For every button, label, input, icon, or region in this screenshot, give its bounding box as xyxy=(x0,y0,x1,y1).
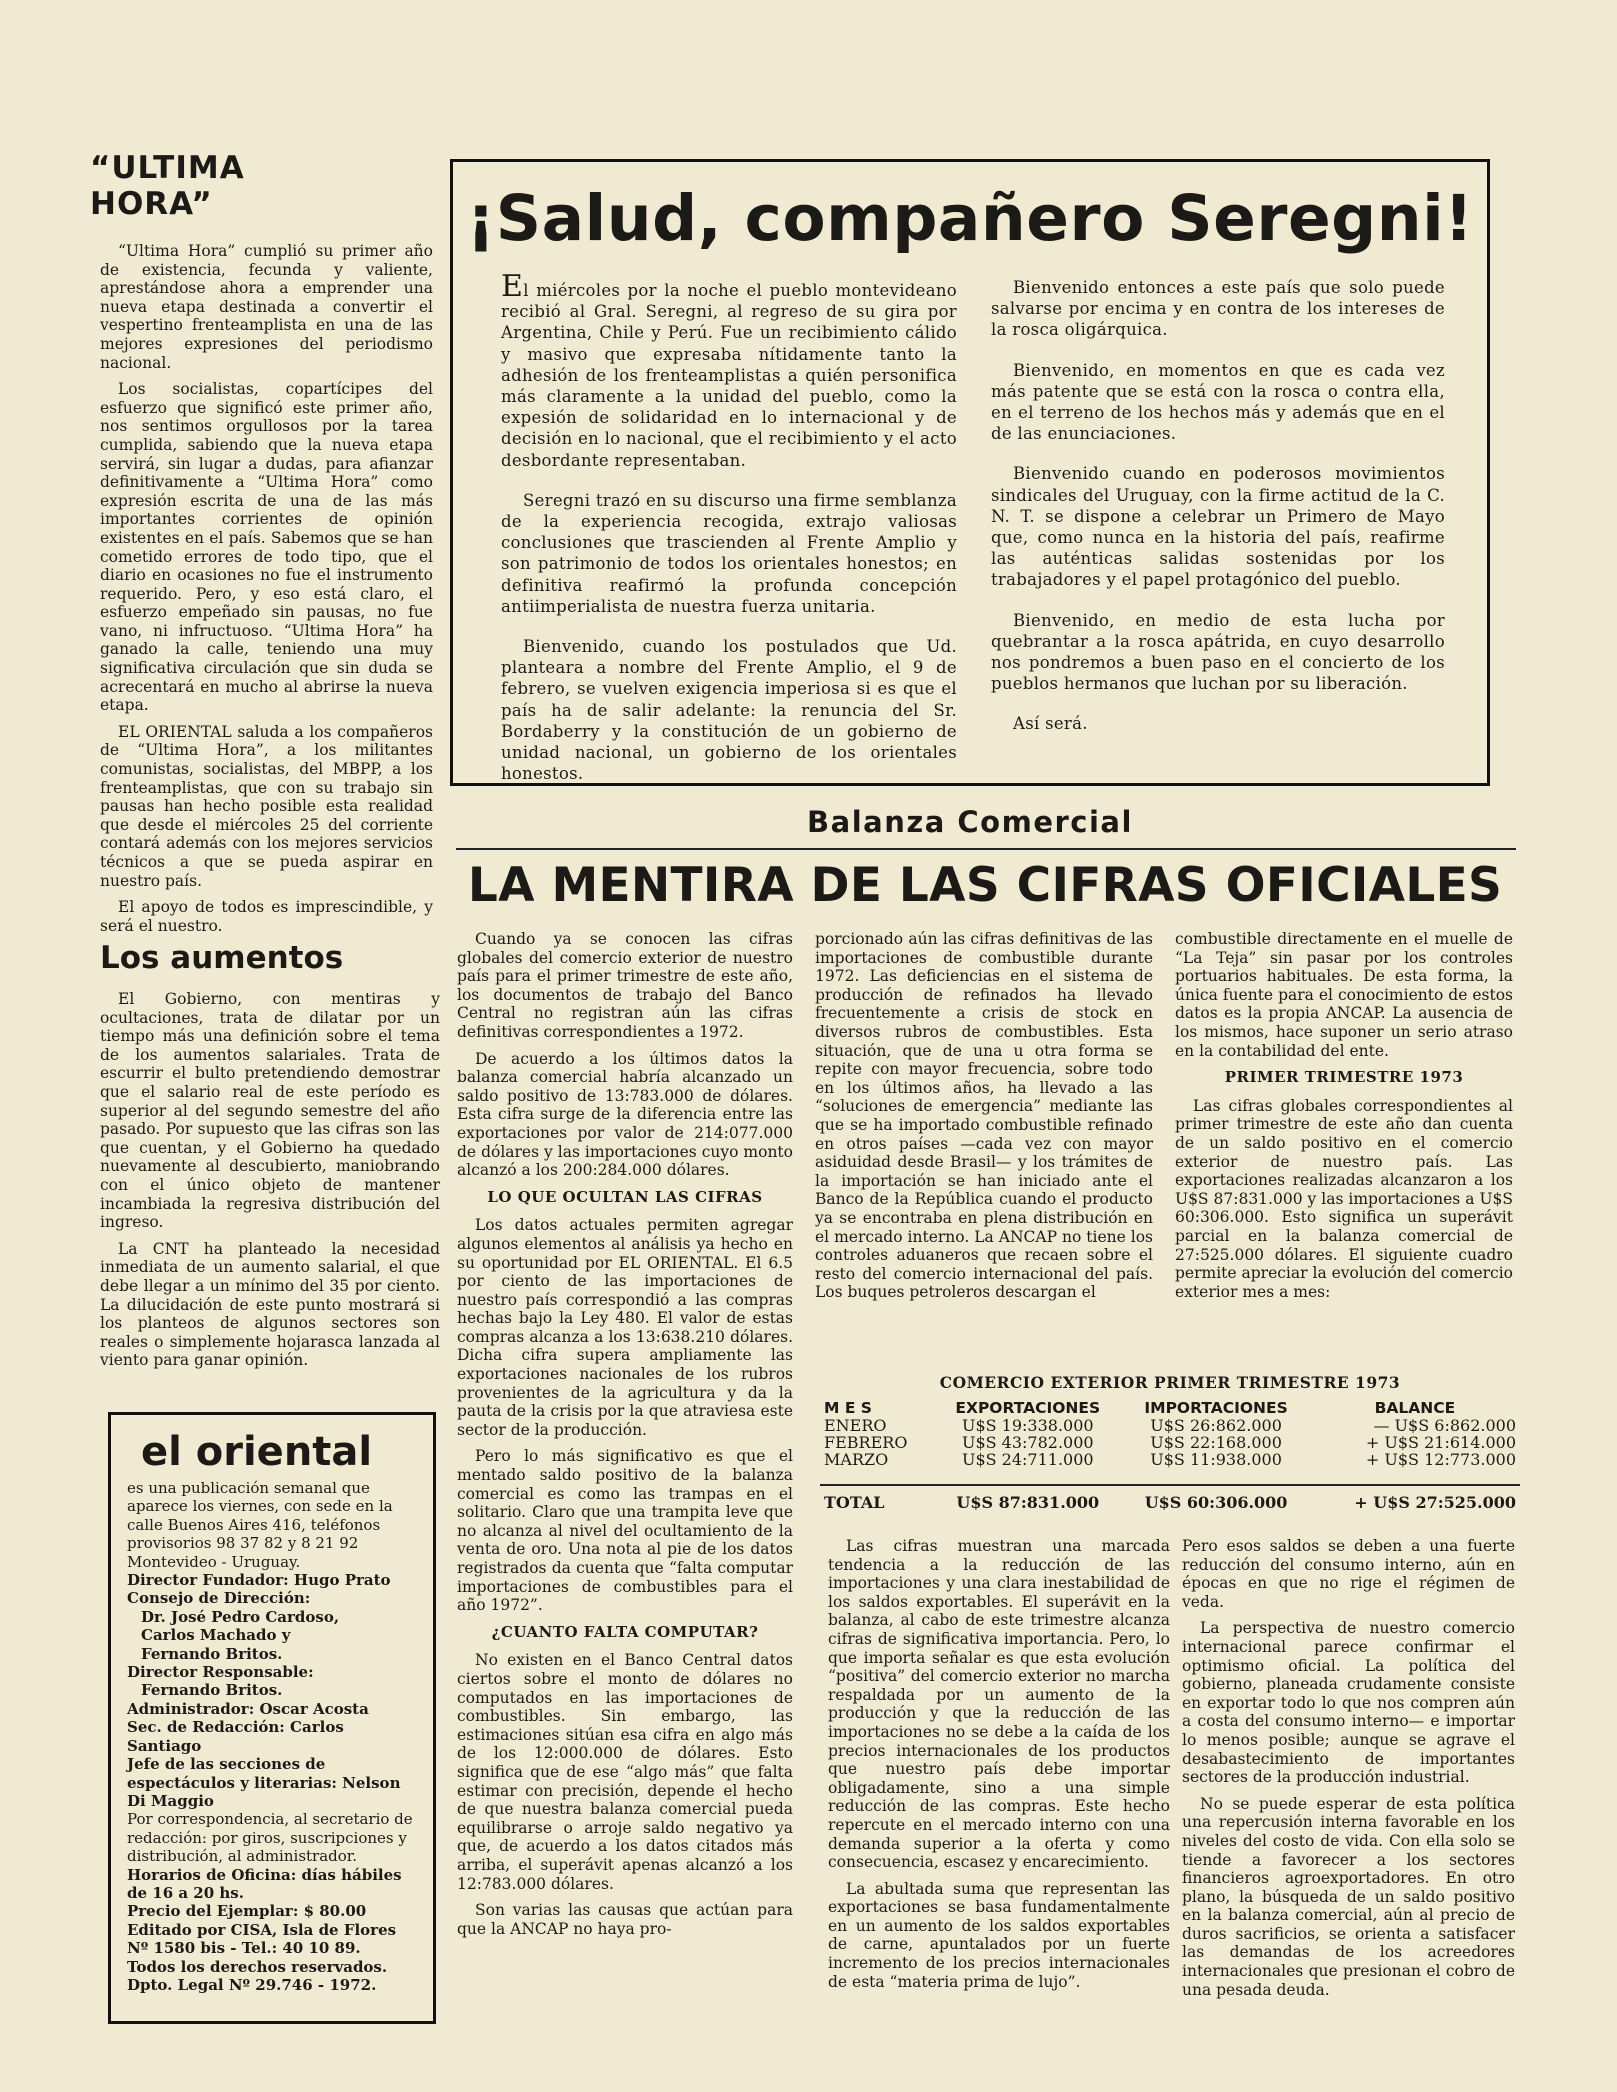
table-title: COMERCIO EXTERIOR PRIMER TRIMESTRE 1973 xyxy=(939,1373,1401,1392)
seregni-box xyxy=(450,159,1490,786)
subhead-primer-trimestre: PRIMER TRIMESTRE 1973 xyxy=(1224,1068,1464,1087)
ultima-hora-heading: “ULTIMA HORA” xyxy=(90,150,245,222)
balanza-col-2b: Las cifras muestran una marcada tendencia a la reducción de las importaciones y una clara inestabilidad de los saldos exportables. El superávit en la balanza, al cabo de este trimestre alcanza cifras de significativa importancia. Pero, lo que importa señalar es que esta evolución “positiva” del comercio exterior no marcha respaldada por un aumento de la producción y que la reducción de las importaciones no se debe a la caída de los precios internacionales de los productos que nuestro país debe importar obligadamente, sino a una simple reducción de las compras. Este hecho repercute en el mercado interno con una demanda superior a la oferta y como consecuencia, escasez y encarecimiento. La abultada suma que representan las exportaciones se basa fundamentalmente en un aumento de los saldos exportables de carne, apuntalados por un fuerte incremento de los precios internacionales de esta “materia prima de lujo”. xyxy=(828,1537,1170,1991)
subhead-lo-que-ocultan: LO QUE OCULTAN LAS CIFRAS xyxy=(487,1187,763,1206)
seregni-dropcap: E xyxy=(501,269,524,304)
seregni-right-column: Bienvenido entonces a este país que solo puede salvarse por encima y en contra de los intereses de la rosca oligárquica. Bienvenido, en momentos en que es cada vez más patente que se está con la rosca o contra ella, en el terreno de los hechos más y además que en el de las enunciaciones. Bienvenido cuando en poderosos movimientos sindicales del Uruguay, con la firme actitud de la C. N. T. se dispone a celebrar un Primero de Mayo que, como nunca en la historia del país, reafirme las auténticas salidas sostenidas por los trabajadores y el papel protagónico del pueblo. Bienvenido, en medio de esta lucha por quebrantar a la rosca apátrida, en cuyo desarrollo nos pondremos a buen paso en el concierto de los pueblos hermanos que luchan por su liberación. Así será. xyxy=(991,278,1445,734)
masthead-box: el oriental es una publicación semanal que aparece los viernes, con sede en la calle Buenos Aires 416, teléfonos provisorios 98 37 82 y 8 21 92 Montevideo - Uruguay. Director Fundador: Hugo Prato Consejo de Dirección: Dr. José Pedro Cardoso, Carlos Machado y Fernando Britos. Director Responsable: Fernando Britos. Administrador: Oscar Acosta Sec. de Redacción: Carlos Santiago Jefe de las secciones de espectáculos y literarias: Nelson Di Maggio Por correspondencia, al secretario de redacción: por giros, suscripciones y distribución, al administrador. Horarios de Oficina: días hábiles de 16 a 20 hs. Precio del Ejemplar: $ 80.00 Editado por CISA, Isla de Flores Nº 1580 bis - Tel.: 40 10 89. Todos los derechos reservados. Dpto. Legal Nº 29.746 - 1972. xyxy=(108,1412,436,2024)
comercio-table xyxy=(820,1373,1520,1511)
balanza-headline: LA MENTIRA DE LAS CIFRAS OFICIALES xyxy=(467,858,1503,913)
balanza-col-2: porcionado aún las cifras definitivas de las importaciones de combustible durante 1972. Las deficiencias en el sistema de producción de refinados ha llevado frecuentemente a crisis de stock en diversos rubros de combustibles. Esta situación, que de una u otra forma se repite con mayor frecuencia, sobre todo en los últimos años, ha llevado a las “soluciones de emergencia” mediante las que se ha importado combustible refinado en otros países —cada vez con mayor asiduidad desde Brasil— y los trámites de la importación se han iniciado ante el Banco de la República cuando el producto ya se encontraba en plena distribución en el mercado interno. La ANCAP no tiene los controles aduaneros que recaen sobre el resto del comercio internacional del país. Los buques petroleros descargan el xyxy=(815,930,1153,1302)
aumentos-heading: Los aumentos xyxy=(100,940,344,976)
ultima-hora-article: “Ultima Hora” cumplió su primer año de existencia, fecunda y valiente, aprestándose ahora a emprender una nueva etapa destinada a convertir el vespertino frenteamplista en una de las mejores expresiones del periodismo nacional. Los socialistas, copartícipes del esfuerzo que significó este primer año, nos sentimos orgullosos por la tarea cumplida, sabiendo que la nueva etapa servirá, sin lugar a dudas, para afianzar definitivamente a “Ultima Hora” como expresión escrita de una de las más importantes corrientes de opinión existentes en el país. Sabemos que se han cometido errores de todo tipo, que el diario en ocasiones no fue el instrumento requerido. Pero, y eso está claro, el esfuerzo empeñado sin pausas, no fue vano, ni infructuoso. “Ultima Hora” ha ganado la calle, teniendo una muy significativa circulación que sin duda se acrecentará en mucho al abrirse la nueva etapa. EL ORIENTAL saluda a los compañeros de “Ultima Hora”, a los militantes comunistas, socialistas, del MBPP, a los frenteamplistas, que con su trabajo sin pausas han hecho posible esta realidad que desde el miércoles 25 del corriente contará además con los mejores servicios técnicos a que se pueda aspirar en nuestro país. El apoyo de todos es imprescindible, y será el nuestro. xyxy=(100,242,433,935)
balanza-kicker: Balanza Comercial xyxy=(807,805,1133,839)
table-header-row: M E S EXPORTACIONES IMPORTACIONES BALANCE xyxy=(824,1399,1456,1417)
table-row: ENERO U$S 19:338.000 U$S 26:862.000 — U$S 6:862.000 xyxy=(824,1416,1516,1435)
aumentos-article: El Gobierno, con mentiras y ocultaciones, trata de dilatar por un tiempo más una definición sobre el tema de los aumentos salariales. Trata de escurrir el bulto pretendiendo demostrar que el salario real de este período es superior al del segundo semestre del año pasado. Por supuesto que las cifras son las que cuentan, y el Gobierno ha quedado nuevamente al descubierto, maniobrando con el único objeto de mantener incambiada la regresiva distribución del ingreso. La CNT ha planteado la necesidad inmediata de un aumento salarial, el que debe llegar a un mínimo del 35 por ciento. La dilucidación de este punto mostrará si los planteos de algunos sectores son reales o simplemente hojarasca lanzada al viento para ganar opinión. xyxy=(100,990,440,1370)
table-row: MARZO U$S 24:711.000 U$S 11:938.000 + U$S 12:773.000 xyxy=(824,1450,1516,1469)
headline-rule xyxy=(456,848,1516,850)
table-row: FEBRERO U$S 43:782.000 U$S 22:168.000 + U$S 21:614.000 xyxy=(824,1433,1516,1452)
balanza-col-3b: Pero esos saldos se deben a una fuerte reducción del consumo interno, aún en épocas en que no rige el régimen de veda. La perspectiva de nuestro comercio internacional parece confirmar el optimismo oficial. La política del gobierno, planeada crudamente consiste en exportar todo lo que nos compren aún a costa del consumo interno— e importar lo menos posible; aunque se agrave el desabastecimiento de importantes sectores de la producción industrial. No se puede esperar de esta política una repercusión interna favorable en los niveles del costo de vida. Con ella solo se tiende a favorecer a los sectores financieros agroexportadores. En otro plano, la búsqueda de un saldo positivo en la balanza comercial, aún al precio de duros sacrificios, se orienta a satisfacer las demandas de los acreedores internacionales que presionan el cobro de una pesada deuda. xyxy=(1182,1537,1515,1999)
subhead-cuanto-falta: ¿CUANTO FALTA COMPUTAR? xyxy=(491,1622,759,1641)
balanza-col-1: Cuando ya se conocen las cifras globales del comercio exterior de nuestro país para el primer trimestre de este año, los documentos de trabajo del Banco Central no registran aún las cifras definitivas correspondientes a 1972. De acuerdo a los últimos datos la balanza comercial habría alcanzado un saldo positivo de 13:783.000 de dólares. Esta cifra surge de la diferencia entre las exportaciones por valor de 214:077.000 de dólares y las importaciones cuyo monto alcanzó a los 200:284.000 dólares. LO QUE OCULTAN LAS CIFRAS Los datos actuales permiten agregar algunos elementos al análisis ya hecho en su oportunidad por EL ORIENTAL. El 6.5 por ciento de las importaciones de nuestro país correspondió a las compras hechas bajo la Ley 480. El valor de estas compras alcanza a los 13:638.210 dólares. Dicha cifra supera ampliamente las exportaciones nacionales de los rubros provenientes de la agricultura y da la pauta de la crisis por la que atraviesa este sector de la producción. Pero lo más significativo es que el mentado saldo positivo de la balanza comercial es como las trampas en el solitario. Claro que una trampita leve que no alcanza al nivel del ocultamiento de la venta de oro. Una nota al pie de los datos registrados da cuenta que “falta computar importaciones de combustibles para el año 1972”. ¿CUANTO FALTA COMPUTAR? No existen en el Banco Central datos ciertos sobre el monto de dólares no computados en las importaciones de combustibles. Sin embargo, las estimaciones sitúan esa cifra en algo más de los 12:000.000 de dólares. Esto significa que de ese “algo más” que falta estimar con precisión, depende el hecho de que nuestra balanza comercial pueda equilibrarse o arroje saldo negativo ya que, de acuerdo a los datos citados más arriba, el superávit apenas alcanzó a los 12:783.000 dólares. Son varias las causas que actúan para que la ANCAP no haya pro- xyxy=(457,930,793,1938)
seregni-title: ¡Salud, compañero Seregni! xyxy=(466,182,1474,255)
table-total-row: TOTAL U$S 87:831.000 U$S 60:306.000 + U$S 27:525.000 xyxy=(820,1485,1520,1511)
balanza-col-3: combustible directamente en el muelle de “La Teja” sin pasar por los controles portuarios habituales. De esta forma, la única fuente para el conocimiento de estos datos es la propia ANCAP. La ausencia de los mismos, hace suponer un serio atraso en la contabilidad del ente. PRIMER TRIMESTRE 1973 Las cifras globales correspondientes al primer trimestre de este año dan cuenta de un saldo positivo en el comercio exterior de nuestro país. Las exportaciones realizadas alcanzaron a los U$S 87:831.000 y las importaciones a U$S 60:306.000. Esto significa un superávit parcial en la balanza comercial de 27:525.000 dólares. El siguiente cuadro permite apreciar la evolución del comercio exterior mes a mes: xyxy=(1175,930,1513,1301)
masthead-logo: el oriental xyxy=(141,1429,373,1475)
seregni-left-column: El miércoles por la noche el pueblo montevideano recibió al Gral. Seregni, al regreso de su gira por Argentina, Chile y Perú. Fue un recibimiento cálido y masivo que expresaba nítidamente tanto la adhesión de los frenteamplistas a quién personifica más claramente a la unidad del pueblo, como la expesión de solidaridad en lo internacional y de decisión en lo nacional, que el recibimiento y el acto desbordante representaban. Seregni trazó en su discurso una firme semblanza de la experiencia recogida, extrajo valiosas conclusiones que trascienden al Frente Amplio y son patrimonio de todos los orientales honestos; en definitiva reafirmó la profunda concepción antiimperialista de nuestra fuerza unitaria. Bienvenido, cuando los postulados que Ud. planteara a nombre del Frente Amplio, el 9 de febrero, se vuelven exigencia imperiosa si es que el país ha de salir adelante: la renuncia del Sr. Bordaberry y la constitución de un gobierno de unidad nacional, un gobierno de los orientales honestos. xyxy=(501,269,957,784)
